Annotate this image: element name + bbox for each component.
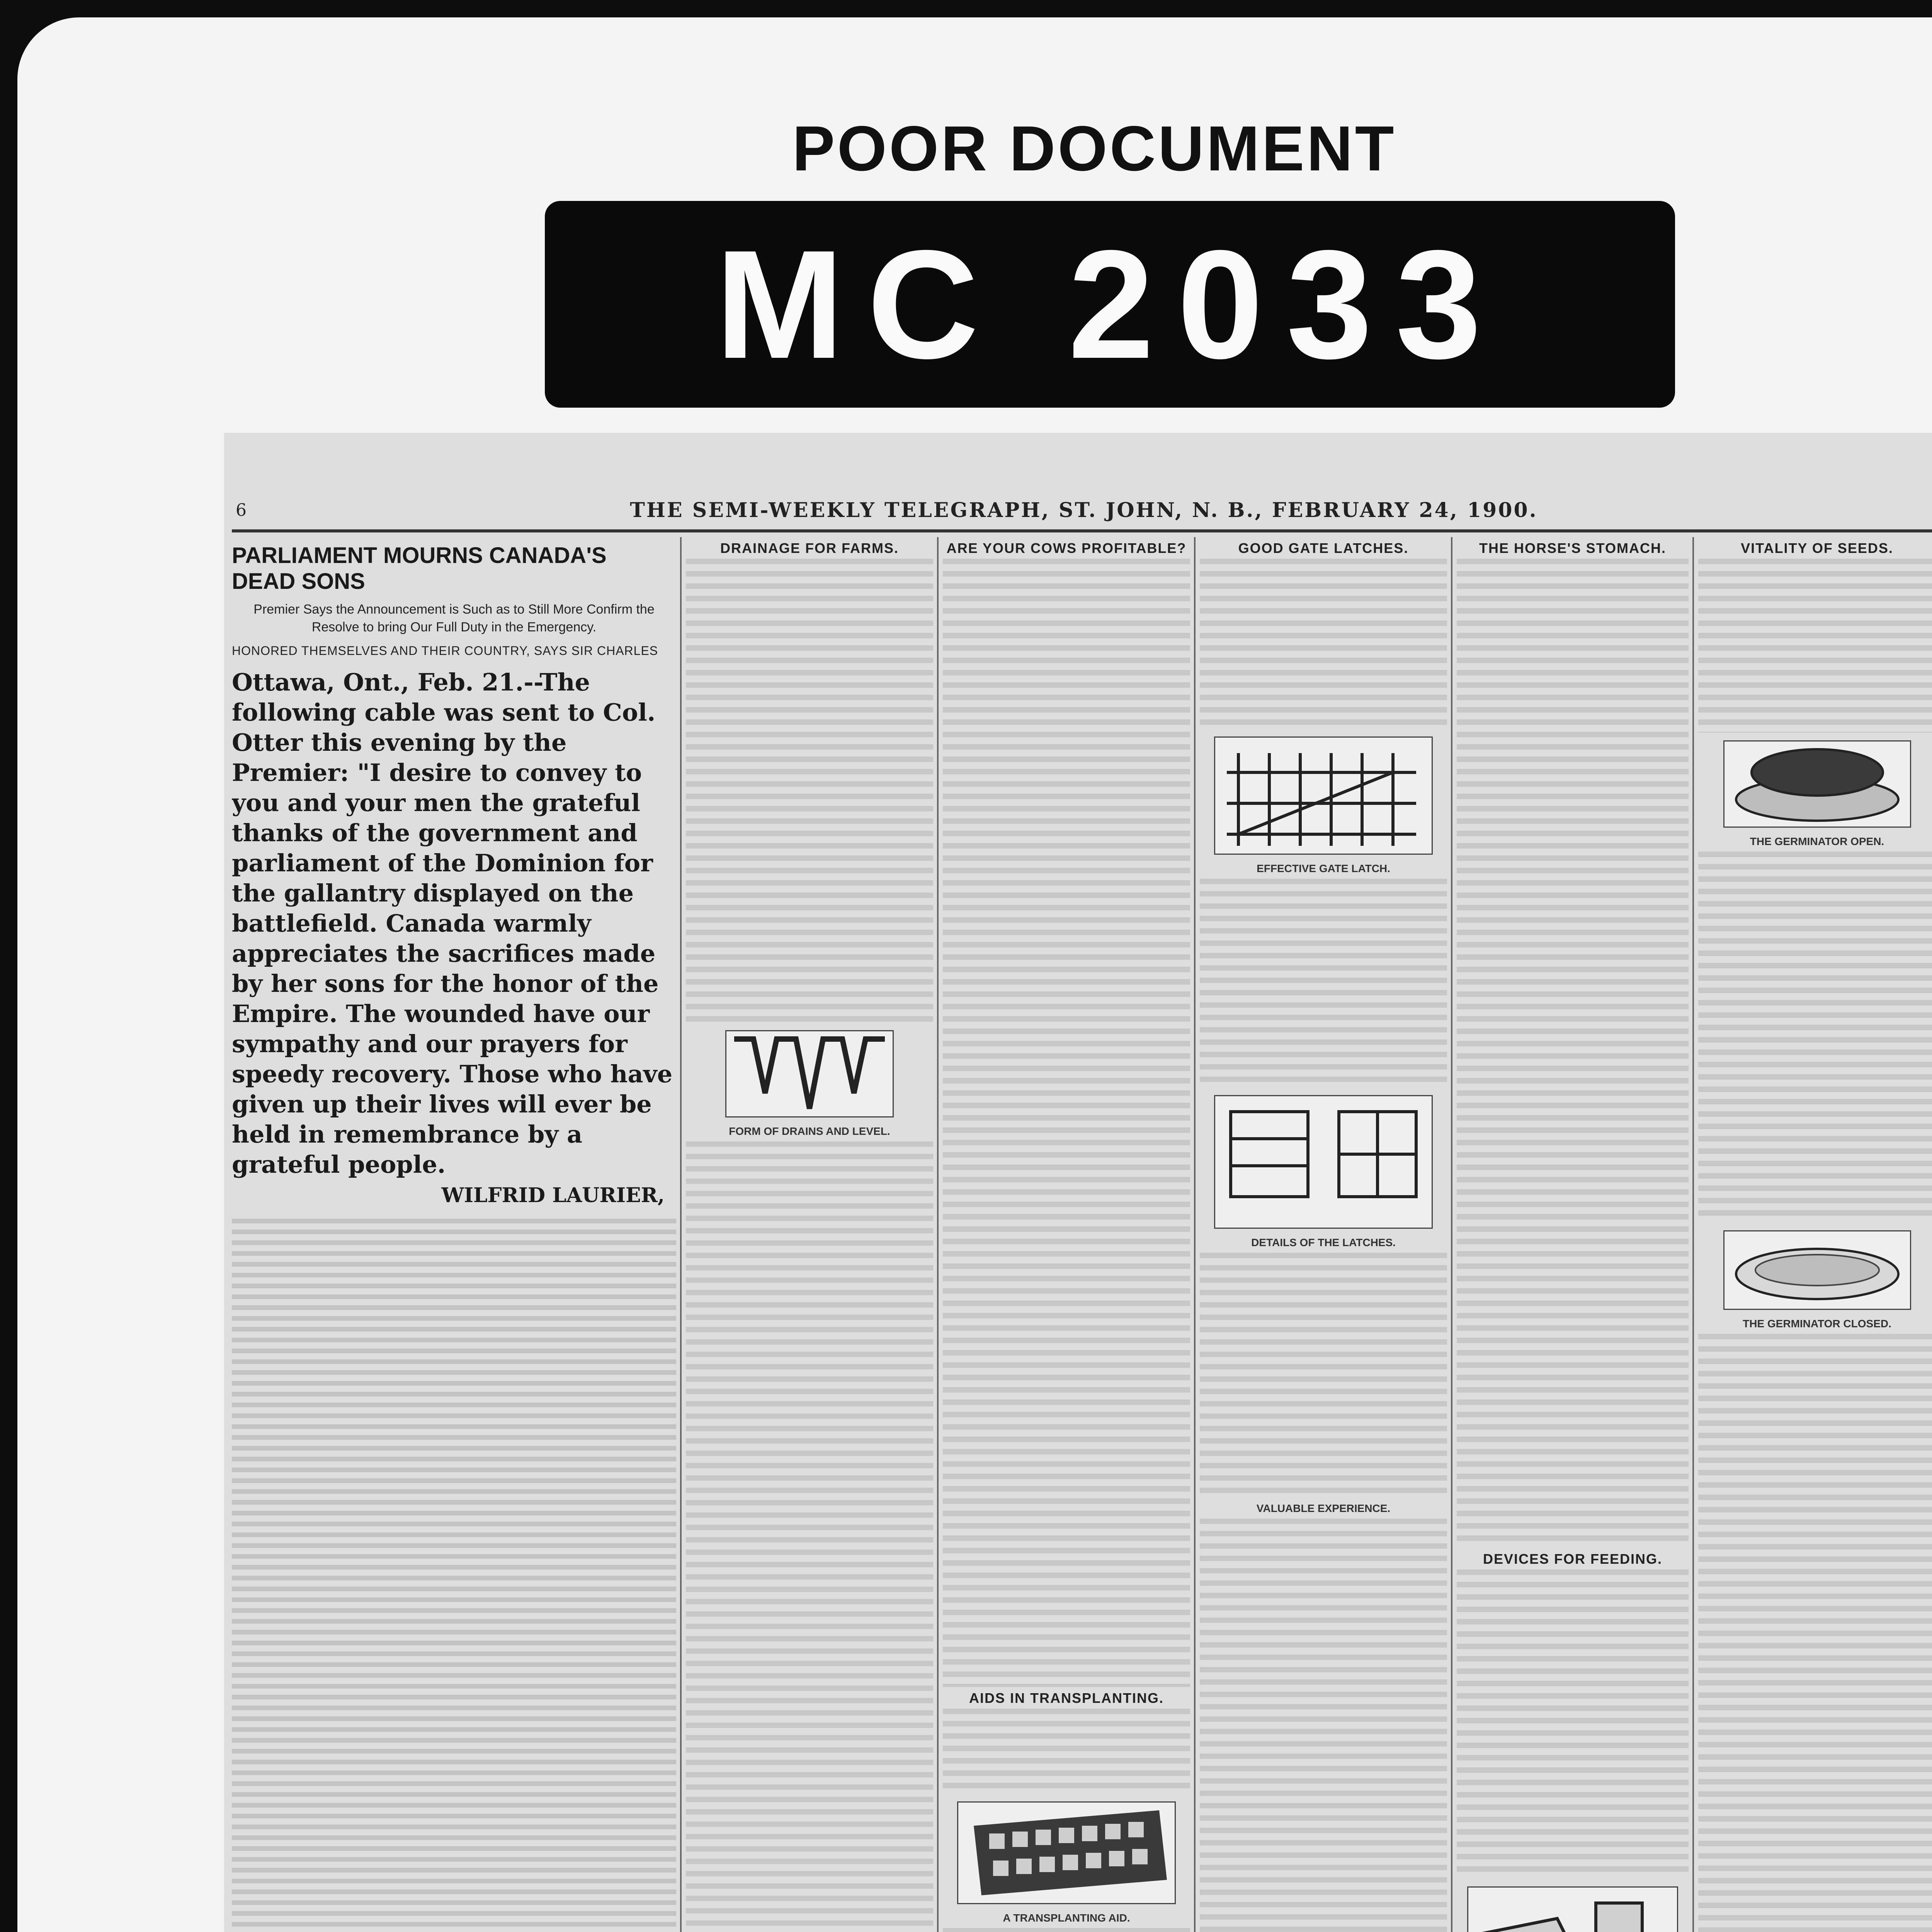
germinator-open-illustration xyxy=(1723,740,1911,828)
cows-title: ARE YOUR COWS PROFITABLE? xyxy=(946,540,1187,556)
gate-latch-caption: EFFECTIVE GATE LATCH. xyxy=(1257,862,1390,874)
gate-latch-illustration xyxy=(1214,736,1433,855)
seeds-title: VITALITY OF SEEDS. xyxy=(1741,540,1893,556)
lead-headline: PARLIAMENT MOURNS CANADA'S DEAD SONS xyxy=(232,543,607,594)
gates-title: GOOD GATE LATCHES. xyxy=(1238,540,1409,556)
germinator-closed-illustration xyxy=(1723,1230,1911,1310)
feeding-title: DEVICES FOR FEEDING. xyxy=(1483,1551,1663,1567)
gates-text xyxy=(1200,559,1447,729)
column-cows xyxy=(943,537,1190,1932)
transplanting-text xyxy=(943,1709,1190,1794)
column-seeds xyxy=(1698,537,1932,1932)
lead-story-body xyxy=(232,1219,676,1932)
transplanting-title: AIDS IN TRANSPLANTING. xyxy=(969,1690,1164,1706)
column-drainage xyxy=(686,537,933,1932)
drainage-text-2 xyxy=(686,1141,933,1932)
feeding-text xyxy=(1457,1570,1689,1879)
column-rule xyxy=(1194,537,1196,1932)
gates-text-3 xyxy=(1200,1253,1447,1500)
horse-text xyxy=(1457,559,1689,1548)
lead-signature: WILFRID LAURIER, xyxy=(441,1184,665,1207)
seeds-text xyxy=(1698,559,1932,733)
newspaper-page xyxy=(224,433,1932,1932)
feeding-devices-illustration xyxy=(1467,1886,1678,1932)
column-rule xyxy=(1692,537,1694,1932)
column-lead-story xyxy=(232,537,676,1932)
experience-subtitle: VALUABLE EXPERIENCE. xyxy=(1256,1502,1391,1514)
column-rule xyxy=(680,537,682,1932)
latch-details-caption: DETAILS OF THE LATCHES. xyxy=(1251,1236,1396,1248)
film-code: MC 2033 xyxy=(715,218,1505,391)
drains-illustration xyxy=(725,1030,894,1117)
germinator-closed-caption: THE GERMINATOR CLOSED. xyxy=(1743,1318,1891,1330)
latch-details-illustration xyxy=(1214,1095,1433,1229)
experience-text xyxy=(1200,1519,1447,1932)
column-horse xyxy=(1457,537,1689,1932)
transplanting-caption: A TRANSPLANTING AID. xyxy=(1003,1912,1130,1924)
transplanting-illustration xyxy=(957,1801,1176,1904)
page-number: 6 xyxy=(236,500,247,520)
germinator-open-caption: THE GERMINATOR OPEN. xyxy=(1750,835,1884,847)
column-gates xyxy=(1200,537,1447,1932)
cows-text xyxy=(943,559,1190,1687)
horse-title: THE HORSE'S STOMACH. xyxy=(1479,540,1666,556)
drainage-title: DRAINAGE FOR FARMS. xyxy=(720,540,899,556)
masthead: THE SEMI-WEEKLY TELEGRAPH, ST. JOHN, N. B., FEBRUARY 24, 1900. xyxy=(630,498,1538,522)
lead-cable-text: Ottawa, Ont., Feb. 21.--The following cable was sent to Col. Otter this evening by the Premier: "I desire to convey to you and your men the grateful thanks of the government and parliament of the Dominion for the gallantry displayed on the battlefield. Canada warmly appreciates the sacrifices made by her sons for the honor of the Empire. The wounded have our sympathy and our prayers for speedy recovery. Those who have given up their lives will ever be held in remembrance by a grateful people. xyxy=(232,668,673,1179)
transplanting-text-2 xyxy=(943,1928,1190,1932)
drainage-text xyxy=(686,559,933,1022)
column-rule xyxy=(1451,537,1452,1932)
lead-subhead: Premier Says the Announcement is Such as to Still More Confirm the Resolve to bring Our Full Duty in the Emergency. xyxy=(253,602,655,634)
document-quality-label: POOR DOCUMENT xyxy=(792,113,1396,184)
seeds-text-3 xyxy=(1698,1334,1932,1932)
drains-caption: FORM OF DRAINS AND LEVEL. xyxy=(729,1125,890,1137)
gates-text-2 xyxy=(1200,879,1447,1087)
masthead-rule xyxy=(232,529,1932,532)
seeds-text-2 xyxy=(1698,852,1932,1223)
column-rule xyxy=(937,537,939,1932)
lead-kicker: HONORED THEMSELVES AND THEIR COUNTRY, SAYS SIR CHARLES xyxy=(232,644,658,658)
